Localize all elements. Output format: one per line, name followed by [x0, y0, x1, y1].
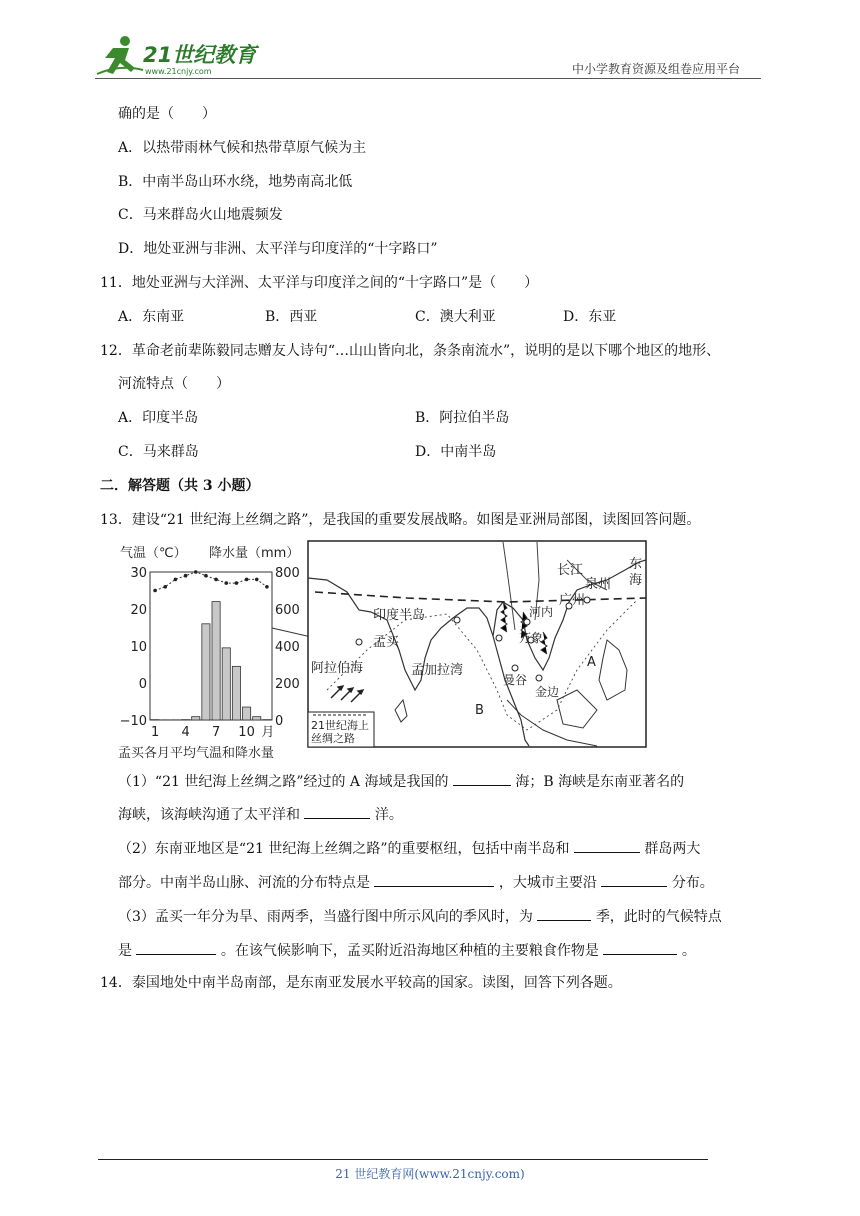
- left-tick-label: 0: [138, 677, 147, 692]
- left-tick-label: −10: [119, 714, 147, 729]
- map-label-quanzhou: 泉州: [585, 577, 612, 592]
- plot-frame: [150, 572, 272, 720]
- map-legend-line1: 21世纪海上: [311, 719, 369, 732]
- x-tick-label: 月: [261, 725, 275, 740]
- q12-stem-line2: 河流特点（ ）: [118, 376, 230, 392]
- temperature-point: [153, 589, 157, 593]
- map-label-bangkok: 曼谷: [503, 673, 528, 687]
- x-tick-label: 4: [181, 725, 190, 740]
- temperature-point: [214, 578, 218, 582]
- precip-bar: [222, 648, 230, 720]
- q14-stem: 14．泰国地处中南半岛南部，是东南亚发展水平较高的国家。读图，回答下列各题。: [100, 975, 622, 991]
- q13-p1-line1: （1）“21 世纪海上丝绸之路”经过的 A 海域是我国的 海；B 海峡是东南亚著名的: [118, 771, 684, 792]
- x-tick-label: 1: [150, 725, 160, 740]
- map-label-india: 印度半岛: [373, 608, 426, 623]
- temperature-point: [163, 585, 167, 589]
- precip-bar: [232, 666, 240, 720]
- q10-option-c: C．马来群岛火山地震频发: [118, 207, 283, 223]
- precip-bar: [212, 602, 220, 720]
- chart-title: 孟买各月平均气温和降水量: [118, 746, 275, 761]
- q12-option-b: B．阿拉伯半岛: [415, 410, 510, 426]
- temperature-point: [224, 581, 228, 585]
- runner-icon: [97, 36, 143, 74]
- map-label-phnompenh: 金边: [535, 685, 560, 699]
- temperature-line: [155, 572, 267, 591]
- map-label-donghai-1: 东: [629, 557, 643, 572]
- x-tick-label: 7: [211, 725, 221, 740]
- chart-y-left-label: 气温（℃）: [120, 546, 187, 561]
- q10-option-d: D．地处亚洲与非洲、太平洋与印度洋的“十字路口”: [118, 241, 438, 257]
- q12-option-a: A．印度半岛: [118, 410, 199, 426]
- map-label-guangzhou: 广州: [559, 593, 586, 608]
- footer-text[interactable]: 21 世纪教育网(www.21cnjy.com): [335, 1167, 525, 1181]
- temperature-point: [174, 578, 178, 582]
- q10-stem-tail: 确的是（ ）: [118, 106, 216, 122]
- map-label-a: A: [587, 655, 596, 670]
- answer-blank-cities[interactable]: [601, 872, 667, 887]
- q12-option-c: C．马来群岛: [118, 444, 199, 460]
- footer-divider: [98, 1159, 708, 1160]
- answer-blank-crop[interactable]: [603, 940, 677, 955]
- q11-option-a: A．东南亚: [118, 309, 185, 325]
- map-label-arabian-sea: 阿拉伯海: [311, 661, 364, 676]
- q11-option-d: D．东亚: [563, 309, 617, 325]
- temperature-point: [204, 574, 208, 578]
- q10-option-a: A．以热带雨林气候和热带草原气候为主: [118, 140, 367, 156]
- right-tick-label: 200: [275, 677, 300, 692]
- map-label-hanoi: 河内: [529, 605, 554, 619]
- right-tick-label: 0: [275, 714, 284, 729]
- left-tick-label: 10: [130, 640, 147, 655]
- q13-p3-line2: 是 。在该气候影响下，孟买附近沿海地区种植的主要粮食作物是 。: [118, 940, 696, 961]
- temperature-point: [255, 578, 259, 582]
- temperature-point: [194, 570, 198, 574]
- q11-option-c: C．澳大利亚: [415, 309, 496, 325]
- q13-p2-line1: （2）东南亚地区是“21 世纪海上丝绸之路”的重要枢纽，包括中南半岛和 群岛两大: [118, 838, 700, 859]
- map-legend-line2: 丝绸之路: [311, 732, 355, 745]
- q11-stem: 11．地处亚洲与大洋洲、太平洋与印度洋之间的“十字路口”是（ ）: [100, 275, 539, 291]
- right-tick-label: 600: [275, 603, 300, 618]
- map-label-bay-of-bengal: 孟加拉湾: [411, 663, 464, 678]
- left-tick-label: 20: [130, 603, 147, 618]
- answer-blank-a-sea[interactable]: [453, 771, 511, 786]
- answer-blank-climate[interactable]: [136, 940, 216, 955]
- q13-p2-line2: 部分。中南半岛山脉、河流的分布特点是 ，大城市主要沿 分布。: [118, 872, 714, 893]
- answer-blank-distribution[interactable]: [374, 872, 494, 887]
- map-label-changjiang: 长江: [557, 563, 584, 578]
- precip-bar: [243, 707, 251, 720]
- answer-blank-ocean[interactable]: [304, 804, 370, 819]
- q12-stem-line1: 12．革命老前辈陈毅同志赠友人诗句“…山山皆向北，条条南流水”，说明的是以下哪个地区的地形、: [100, 343, 721, 359]
- q12-option-d: D．中南半岛: [415, 444, 497, 460]
- chart-y-right-label: 降水量（mm）: [209, 546, 300, 561]
- section-title: 二．解答题（共 3 小题）: [100, 478, 260, 494]
- map-label-donghai-2: 海: [629, 573, 643, 588]
- temperature-point: [265, 585, 269, 589]
- logo-text: 21世纪教育: [143, 43, 257, 67]
- q13-stem: 13．建设“21 世纪海上丝绸之路”，是我国的重要发展战略。如图是亚洲局部图，读图回答问题。: [100, 512, 701, 528]
- q11-option-b: B．西亚: [265, 309, 318, 325]
- precip-bar: [253, 717, 261, 720]
- map-label-mumbai: 孟买: [373, 635, 400, 650]
- asia-map: [307, 540, 647, 748]
- map-label-b: B: [475, 703, 484, 718]
- precip-bar: [192, 717, 200, 720]
- q13-p1-line2: 海峡，该海峡沟通了太平洋和 洋。: [118, 804, 403, 825]
- map-label-vientiane: 万象: [519, 631, 544, 645]
- precip-bar: [202, 624, 210, 720]
- q10-option-b: B．中南半岛山环水绕，地势南高北低: [118, 174, 353, 190]
- site-logo: [95, 34, 260, 80]
- temperature-point: [235, 581, 239, 585]
- header-divider: [95, 78, 761, 79]
- temperature-point: [245, 578, 249, 582]
- q13-p3-line1: （3）孟买一年分为旱、雨两季，当盛行图中所示风向的季风时，为 季，此时的气候特点: [118, 906, 722, 927]
- answer-blank-season[interactable]: [537, 906, 591, 921]
- logo-url: www.21cnjy.com: [145, 67, 212, 76]
- right-tick-label: 400: [275, 640, 300, 655]
- right-tick-label: 800: [275, 566, 300, 581]
- answer-blank-islands[interactable]: [574, 838, 640, 853]
- header-platform-text: 中小学教育资源及组卷应用平台: [572, 62, 741, 76]
- left-tick-label: 30: [130, 566, 147, 581]
- temperature-point: [184, 574, 188, 578]
- x-tick-label: 10: [238, 725, 255, 740]
